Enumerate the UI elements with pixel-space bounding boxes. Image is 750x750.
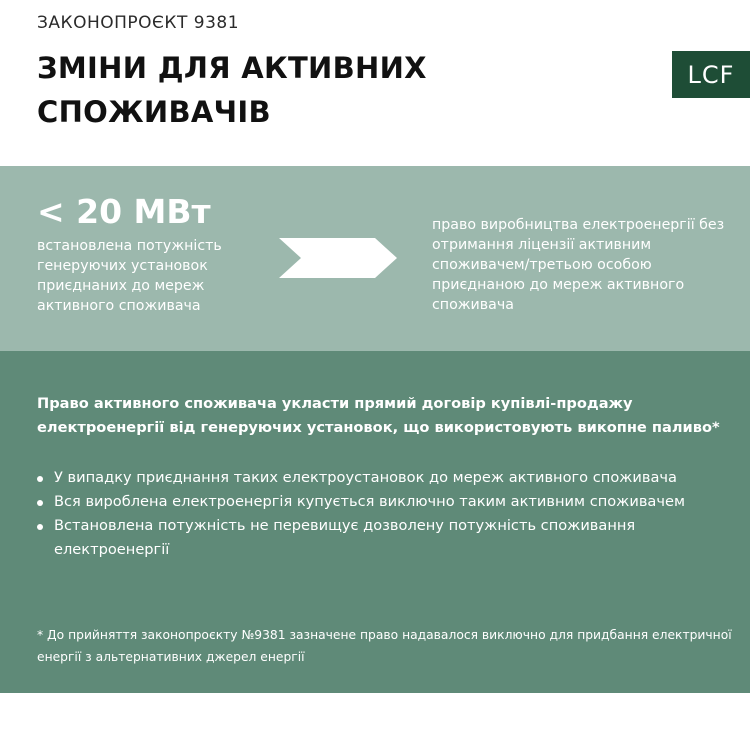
bullet-dot-icon <box>37 500 43 506</box>
rights-lead: Право активного споживача укласти прямий договір купівлі-продажу електроенергії від генеруючих установок, що використовують викопне паливо* <box>37 395 720 436</box>
license-right-description: право виробництва електроенергії без отримання ліцензії активним споживачем/третьою особою приєднаною до мереж активного споживача <box>432 217 725 313</box>
bullet-dot-icon <box>37 476 43 482</box>
list-item: Вся вироблена електроенергія купується виключно таким активним споживачем <box>37 490 737 514</box>
conditions-list <box>37 466 737 562</box>
footnote: * До прийняття законопроєкту №9381 зазначене право надавалося виключно для придбання електричної енергії з альтернативних джерел енергії <box>37 628 732 664</box>
kicker-label: ЗАКОНОПРОЄКТ 9381 <box>37 13 240 33</box>
chevron-arrow-right-icon <box>279 238 397 278</box>
list-item: У випадку приєднання таких електроустановок до мереж активного споживача <box>37 466 737 490</box>
title-line-1: ЗМІНИ ДЛЯ АКТИВНИХ <box>37 51 427 85</box>
list-item: Встановлена потужність не перевищує дозволену потужність споживання електроенергії <box>37 514 737 562</box>
bullet-dot-icon <box>37 524 43 530</box>
capacity-description: встановлена потужність генеруючих установок приєднаних до мереж активного споживача <box>37 238 222 314</box>
capacity-threshold: < 20 МВт <box>37 192 211 231</box>
page-title <box>37 46 427 134</box>
lcf-logo: LCF <box>672 51 750 98</box>
title-line-2: СПОЖИВАЧІВ <box>37 95 271 129</box>
